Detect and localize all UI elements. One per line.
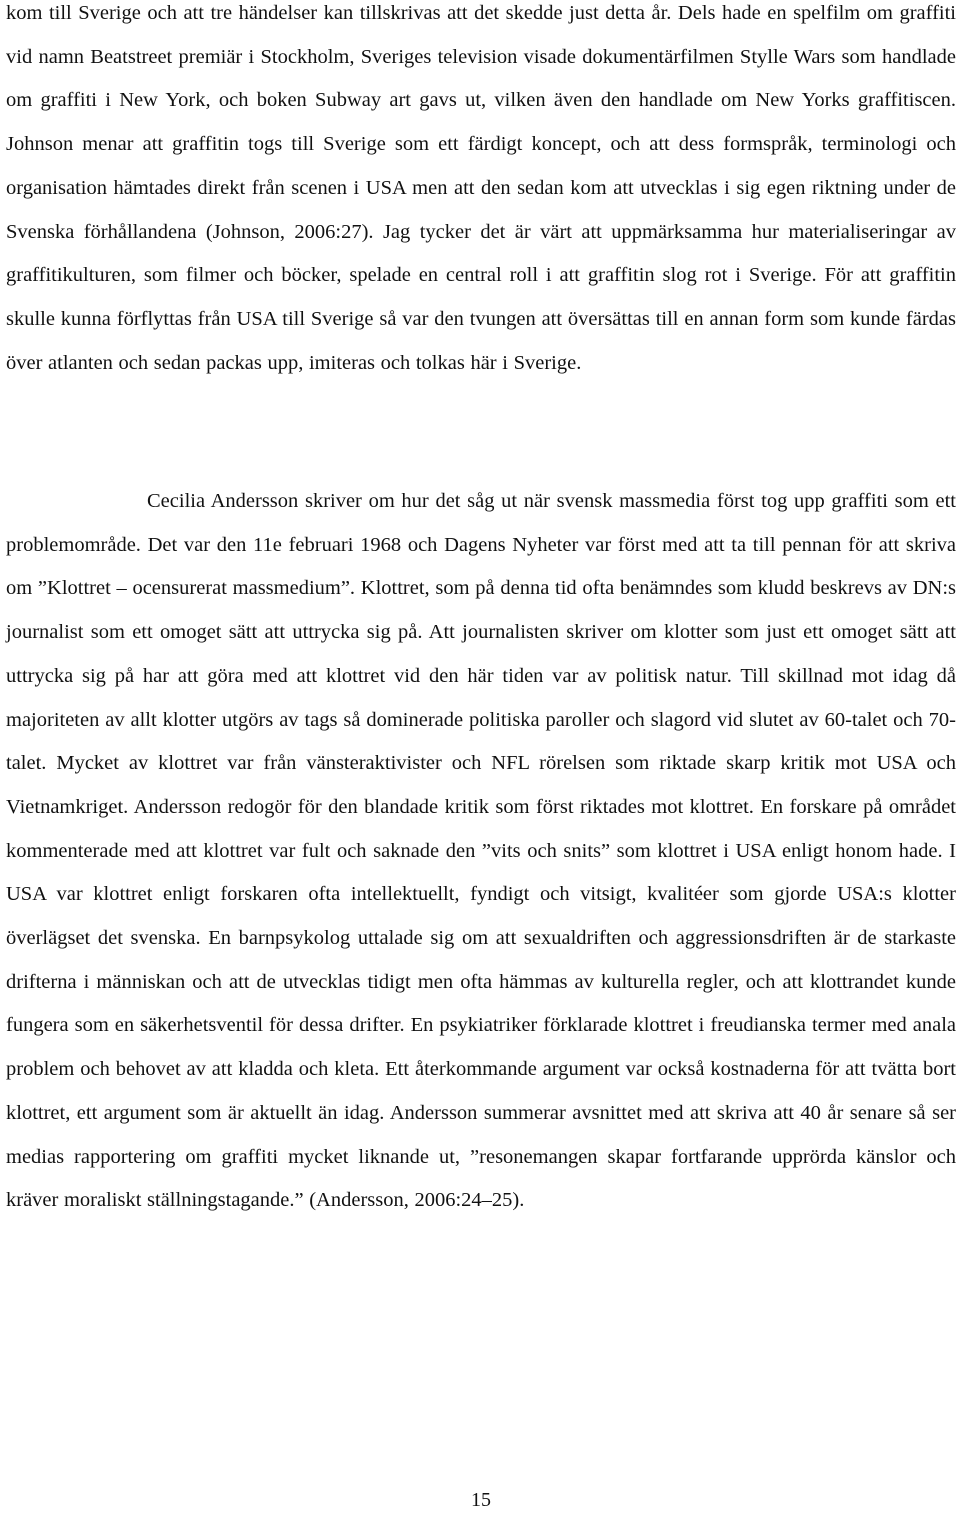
body-paragraph-2: Cecilia Andersson skriver om hur det såg ut när svensk massmedia först tog upp graffiti som ett problemområde. Det var den 11e februari 1968 och Dagens Nyheter var först med att ta till pennan för att skriva om ”Klottret – ocensurerat massmedium”. Klottret, som på denna tid ofta benämndes som kludd beskrevs av DN:s journalist som ett omoget sätt att uttrycka sig på. Att journalisten skriver om klotter som just ett omoget sätt att uttrycka sig på har att göra med att klottret vid den här tiden var av politisk natur. Till skillnad mot idag då majoriteten av allt klotter utgörs av tags så dominerade politiska paroller och slagord vid slutet av 60-talet och 70-talet. Mycket av klottret var från vänsteraktivister och NFL rörelsen som riktade skarp kritik mot USA och Vietnamkriget. Andersson redogör för den blandade kritik som först riktades mot klottret. En forskare på området kommenterade med att klottret var fult och saknade den ”vits och snits” som klottret i USA enligt honom hade. I USA var klottret enligt forskaren ofta intellektuellt, fyndigt och vitsigt, kvalitéer som gjorde USA:s klotter överlägset det svenska. En barnpsykolog uttalade sig om att sexualdriften och aggressionsdriften är de starkaste drifterna i människan och att de utvecklas tidigt men ofta hämmas av kulturella regler, och att klottrandet kunde fungera som en säkerhetsventil för dessa drifter. En psykiatriker förklarade klottret i freudianska termer med anala problem och behovet av att kladda och kleta. Ett återkommande argument var också kostnaderna för att tvätta bort klottret, ett argument som är aktuellt än idag. Andersson summerar avsnittet med att skriva att 40 år senare så ser medias rapportering om graffiti mycket liknande ut, ”resonemangen skapar fortfarande upprörda känslor och kräver moraliskt ställningstagande.” (Andersson, 2006:24–25). (6, 490, 956, 1212)
page-number: 15 (471, 1489, 491, 1511)
body-paragraph-1: kom till Sverige och att tre händelser kan tillskrivas att det skedde just detta år. Dels hade en spelfilm om graffiti vid namn Beatstreet premiär i Stockholm, Sveriges television visade dokumentärfilmen Stylle Wars som handlade om graffiti i New York, och boken Subway art gavs ut, vilken även den handlade om New Yorks graffitiscen. Johnson menar att graffitin togs till Sverige som ett färdigt koncept, och att dess formspråk, terminologi och organisation hämtades direkt från scenen i USA men att den sedan kom att utvecklas i sig egen riktning under de Svenska förhållandena (Johnson, 2006:27). Jag tycker det är värt att uppmärksamma hur materialiseringar av graffitikulturen, som filmer och böcker, spelade en central roll i att graffitin slog rot i Sverige. För att graffitin skulle kunna förflyttas från USA till Sverige så var den tvungen att översättas till en annan form som kunde färdas över atlanten och sedan packas upp, imiteras och tolkas här i Sverige. (6, 2, 956, 374)
document-page (6, 0, 956, 1513)
